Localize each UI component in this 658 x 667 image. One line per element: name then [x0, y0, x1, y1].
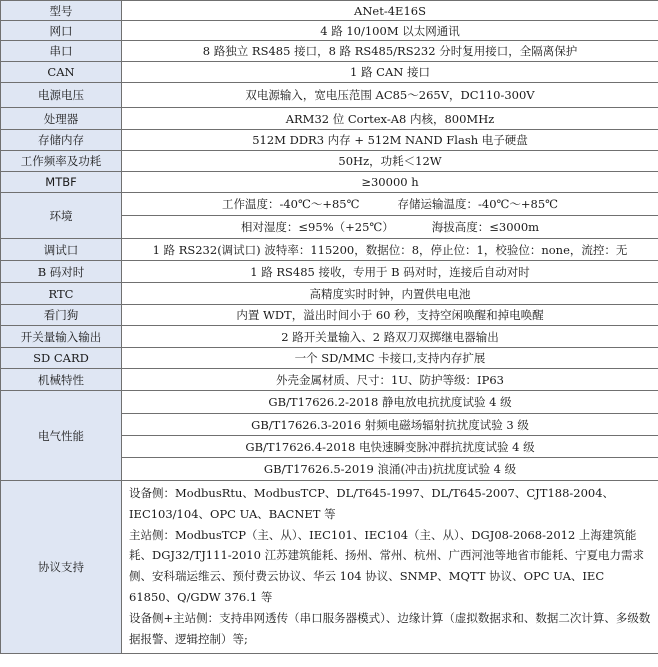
- protocol-device-side: 设备侧：ModbusRtu、ModbusTCP、DL/T645-1997、DL/T645-2007、CJT188-2004、IEC103/104、OPC UA、BACNET 等: [129, 486, 615, 521]
- row-label-bcode: B 码对时: [1, 261, 122, 283]
- row-label-mechanical: 机械特性: [1, 369, 122, 391]
- env-work-temp: 工作温度：-40℃～+85℃: [221, 197, 360, 211]
- row-label-protocol: 协议支持: [1, 481, 122, 654]
- row-label-storage: 存储内存: [1, 130, 122, 151]
- env-humidity-altitude: [122, 216, 658, 239]
- electrical-line: GB/T17626.4-2018 电快速瞬变脉冲群抗扰度试验 4 级: [122, 436, 658, 458]
- table-row: [1, 151, 658, 172]
- row-label-cpu: 处理器: [1, 108, 122, 130]
- table-row: [1, 283, 658, 305]
- row-label-serial: 串口: [1, 41, 122, 62]
- row-value-watchdog: 内置 WDT，溢出时间小于 60 秒，支持空闲唤醒和掉电唤醒: [122, 305, 658, 326]
- table-row: [1, 391, 658, 414]
- row-value-can: 1 路 CAN 接口: [122, 62, 658, 83]
- row-value-bcode: 1 路 RS485 接收，专用于 B 码对时，连接后自动对时: [122, 261, 658, 283]
- protocol-support: [122, 481, 658, 654]
- row-value-mechanical: 外壳金属材质、尺寸：1U、防护等级：IP63: [122, 369, 658, 391]
- table-row: [1, 21, 658, 41]
- table-row: [1, 83, 658, 108]
- env-storage-temp: 存储运输温度：-40℃～+85℃: [397, 197, 559, 211]
- row-label-power: 电源电压: [1, 83, 122, 108]
- table-row: [1, 193, 658, 216]
- row-label-model: 型号: [1, 1, 122, 21]
- row-label-sdcard: SD CARD: [1, 348, 122, 369]
- table-row: [1, 62, 658, 83]
- table-row: [1, 369, 658, 391]
- row-value-sdcard: 一个 SD/MMC 卡接口,支持内存扩展: [122, 348, 658, 369]
- electrical-line: GB/T17626.5-2019 浪涌(冲击)抗扰度试验 4 级: [122, 458, 658, 481]
- row-label-frequency: 工作频率及功耗: [1, 151, 122, 172]
- row-value-io: 2 路开关量输入、2 路双刀双掷继电器输出: [122, 326, 658, 348]
- row-label-io: 开关量输入输出: [1, 326, 122, 348]
- row-label-electrical: 电气性能: [1, 391, 122, 481]
- table-row: [1, 305, 658, 326]
- table-row: [1, 1, 658, 21]
- protocol-master-side: 主站侧：ModbusTCP（主、从）、IEC101、IEC104（主、从）、DGJ08-2068-2012 上海建筑能耗、DGJ32/TJ111-2010 江苏建筑能耗、扬州、常州、杭州、广西河池等地省市能耗、宁夏电力需求侧、安科瑞运维云、预付费云协议、华云 104 协议、SNMP、MQTT 协议、OPC UA、IEC 61850、Q/GDW 376.1 等: [129, 527, 645, 604]
- protocol-both-side: 设备侧+主站侧：支持串网透传（串口服务器模式）、边缘计算（虚拟数据求和、数据二次计算、多级数据报警、逻辑控制）等;: [129, 610, 651, 646]
- table-row: [1, 130, 658, 151]
- table-row: [1, 348, 658, 369]
- env-humidity: 相对湿度：≤95%（+25℃）: [240, 220, 394, 234]
- row-value-power: 双电源输入，宽电压范围 AC85～265V，DC110-300V: [122, 83, 658, 108]
- table-row: [1, 481, 658, 654]
- row-value-serial: 8 路独立 RS485 接口，8 路 RS485/RS232 分时复用接口，全隔离保护: [122, 41, 658, 62]
- row-label-can: CAN: [1, 62, 122, 83]
- row-label-rtc: RTC: [1, 283, 122, 305]
- row-value-network: 4 路 10/100M 以太网通讯: [122, 21, 658, 41]
- row-value-debug: 1 路 RS232(调试口) 波特率：115200，数据位：8，停止位：1，校验位：none，流控：无: [122, 239, 658, 261]
- row-label-mtbf: MTBF: [1, 172, 122, 193]
- row-value-rtc: 高精度实时时钟，内置供电电池: [122, 283, 658, 305]
- row-value-cpu: ARM32 位 Cortex-A8 内核，800MHz: [122, 108, 658, 130]
- row-value-storage: 512M DDR3 内存 + 512M NAND Flash 电子硬盘: [122, 130, 658, 151]
- table-row: [1, 261, 658, 283]
- table-row: [1, 172, 658, 193]
- electrical-line: GB/T17626.3-2016 射频电磁场辐射抗扰度试验 3 级: [122, 414, 658, 436]
- row-label-watchdog: 看门狗: [1, 305, 122, 326]
- env-temperature: [122, 193, 658, 216]
- row-value-model: ANet-4E16S: [122, 1, 658, 21]
- row-label-environment: 环境: [1, 193, 122, 239]
- table-row: [1, 239, 658, 261]
- env-altitude: 海拔高度：≤3000m: [431, 220, 540, 234]
- electrical-line: GB/T17626.2-2018 静电放电抗扰度试验 4 级: [122, 391, 658, 414]
- table-row: [1, 108, 658, 130]
- row-value-mtbf: ≥30000 h: [122, 172, 658, 193]
- row-value-frequency: 50Hz，功耗＜12W: [122, 151, 658, 172]
- table-row: [1, 326, 658, 348]
- table-row: [1, 41, 658, 62]
- row-label-debug: 调试口: [1, 239, 122, 261]
- row-label-network: 网口: [1, 21, 122, 41]
